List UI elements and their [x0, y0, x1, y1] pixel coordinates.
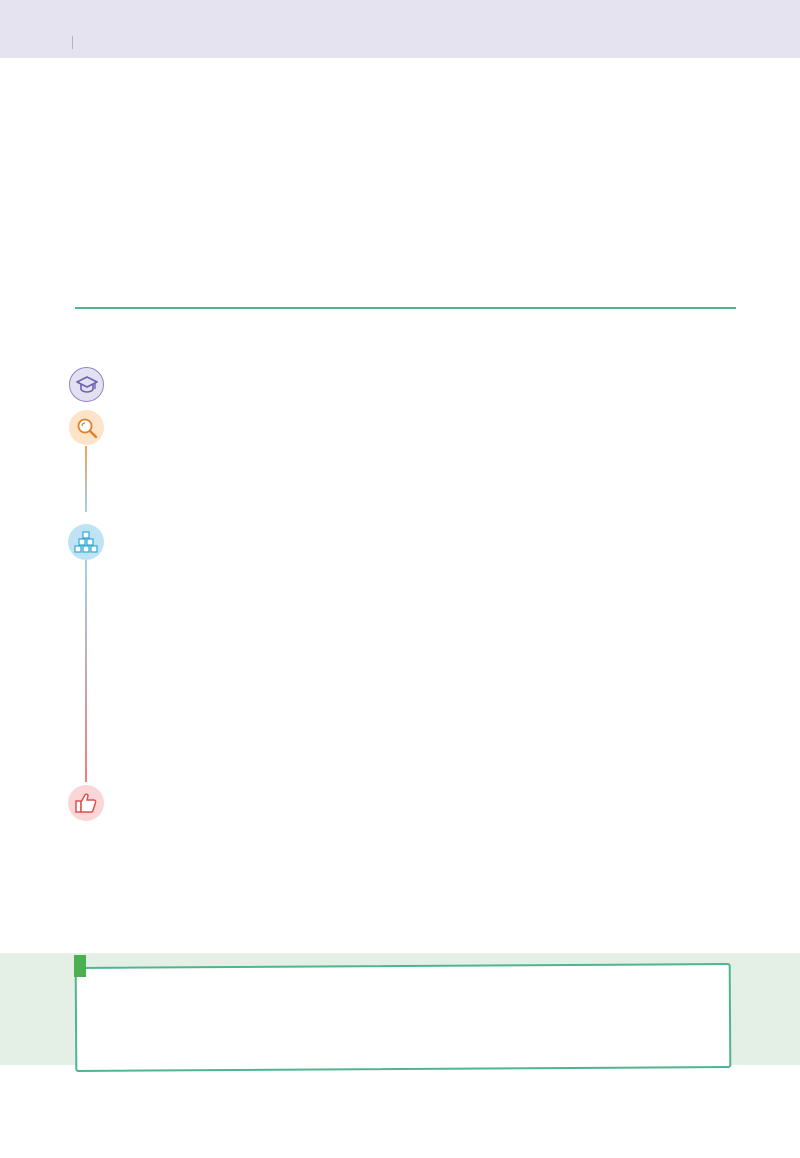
code-task-tag	[74, 955, 86, 977]
connector-line-create	[85, 560, 87, 782]
pyramid-blocks-icon	[68, 524, 104, 560]
graduation-cap-icon	[69, 367, 104, 402]
thumbs-up-icon	[68, 785, 104, 821]
code-task-box	[75, 963, 732, 1072]
header-divider	[72, 36, 73, 49]
connector-line-analysis	[85, 446, 87, 512]
page-header	[0, 0, 800, 58]
section-rule	[75, 307, 736, 309]
magnifier-icon	[69, 410, 104, 445]
